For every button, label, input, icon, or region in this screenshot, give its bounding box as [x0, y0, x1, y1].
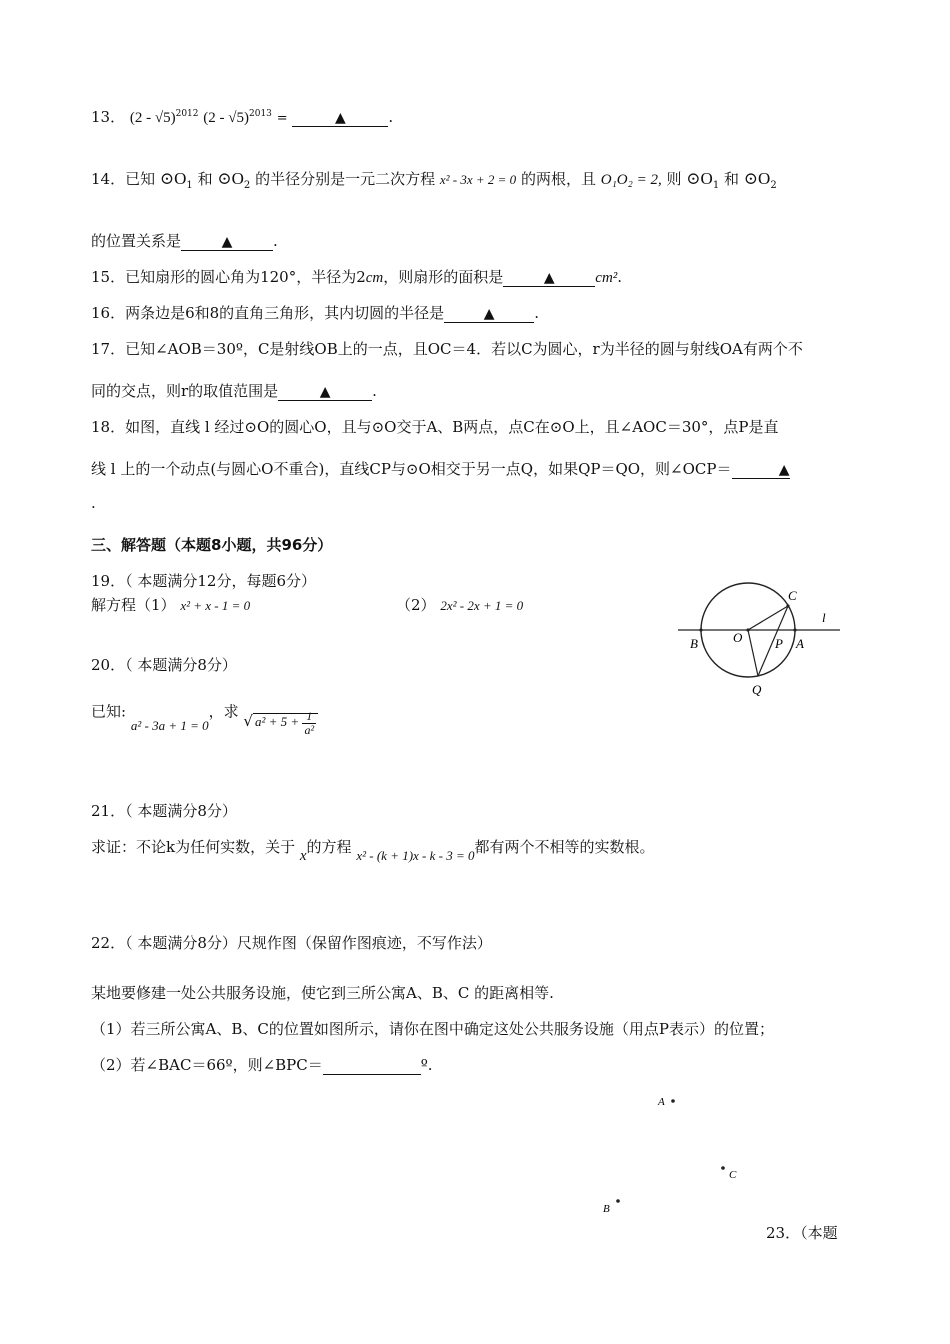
q14-distance: O₁O₂ = 2,: [600, 172, 662, 188]
q13-number: 13．: [91, 108, 126, 126]
q14-circle3: ⊙O: [686, 169, 713, 188]
q13-end: .: [388, 108, 394, 126]
q20-ask: ，求: [208, 702, 239, 721]
q14-circle4-sub: 2: [770, 180, 777, 191]
q14-line2-text: 的位置关系是: [91, 232, 182, 250]
q22-part2-text: （2）若∠BAC＝66º，则∠BPC＝: [91, 1056, 323, 1074]
question-15: [91, 266, 622, 287]
q21-text1: 求证：不论k为任何实数，关于: [91, 838, 296, 856]
q14-number: 14．: [91, 170, 126, 188]
segment-oq: [748, 630, 758, 676]
triangle-icon: ▲: [483, 306, 495, 322]
q16-end: .: [534, 304, 539, 322]
label-o: O: [733, 630, 743, 645]
q14-text5: 则: [666, 170, 682, 188]
q15-answer-blank: [503, 268, 595, 287]
q20-frac-denominator: a²: [304, 723, 315, 737]
point-b-dot: [616, 1199, 620, 1203]
question-14-line1: [91, 168, 777, 191]
question-19-equations: [91, 594, 250, 615]
question-13: [91, 106, 393, 127]
q14-text3: 的半径分别是一元二次方程: [255, 170, 436, 188]
question-16: [91, 302, 539, 323]
q14-text6: 和: [723, 170, 739, 188]
segment-oc: [748, 606, 788, 630]
question-19-header: 19．（ 本题满分12分，每题6分）: [91, 572, 316, 590]
question-18-line2: [91, 458, 790, 479]
label-c: C: [788, 588, 797, 603]
question-22-intro: 某地要修建一处公共服务设施，使它到三所公寓A、B、C 的距离相等.: [91, 984, 554, 1002]
q14-end: .: [273, 232, 278, 250]
q17-line2-text: 同的交点，则r的取值范围是: [91, 382, 279, 400]
question-20-body: [91, 700, 318, 737]
q14-circle2-sub: 2: [243, 180, 251, 191]
label-q: Q: [752, 682, 762, 697]
q14-circle1: ⊙O: [159, 169, 187, 188]
q14-equation: x² - 3x + 2 = 0: [439, 172, 517, 187]
q16-text: 16．两条边是6和8的直角三角形，其内切圆的半径是: [91, 304, 445, 322]
q14-circle2: ⊙O: [217, 169, 244, 188]
question-14-line2: [91, 230, 278, 251]
q15-unit1: cm: [365, 270, 384, 286]
q20-expression: √ a² + 5 + $\frac{1}{\text{a²}}$: [243, 712, 318, 730]
q16-answer-blank: [444, 304, 534, 323]
segment-cq: [758, 606, 788, 676]
q13-exp2: 2013: [249, 109, 272, 119]
label-l: l: [822, 610, 826, 625]
q17-end: .: [372, 382, 377, 400]
q21-text3: 都有两个不相等的实数根。: [474, 838, 655, 856]
question-22-part2: [91, 1054, 433, 1075]
q20-radicand-terms: a² + 5 +: [254, 714, 300, 730]
q13-base1: (2 - √5): [129, 110, 176, 126]
q19-label1: 解方程（1）: [91, 596, 176, 614]
q20-given: 已知:: [91, 702, 127, 721]
q19-label2: （2）: [396, 596, 436, 614]
q19-equation1: x² + x - 1 = 0: [180, 598, 251, 613]
q21-variable: x: [299, 848, 307, 864]
question-18-line1: 18．如图，直线 l 经过⊙O的圆心O，且与⊙O交于A、B两点，点C在⊙O上，且∠AOC＝30°，点P是直: [91, 418, 779, 436]
q14-text2: 和: [197, 170, 213, 188]
question-21-header: 21．（ 本题满分8分）: [91, 802, 237, 820]
q15-text: 15．已知扇形的圆心角为120°，半径为2: [91, 268, 366, 286]
q15-end: .: [617, 268, 623, 286]
apartment-a-label: A: [658, 1096, 665, 1108]
q13-exp1: 2012: [175, 109, 199, 119]
q14-circle4: ⊙O: [743, 169, 771, 188]
q22-part2-end: º.: [420, 1056, 433, 1074]
point-o-dot: [746, 628, 749, 631]
label-b: B: [690, 636, 698, 651]
apartment-b-label: B: [603, 1203, 610, 1215]
question-17-line2: [91, 380, 377, 401]
q14-circle3-sub: 1: [712, 180, 720, 191]
q14-text1: 已知: [125, 170, 156, 188]
question-21-body: [91, 836, 655, 864]
q20-radicand: [253, 709, 318, 737]
question-22-part1: （1）若三所公寓A、B、C的位置如图所示，请你在图中确定这处公共服务设施（用点P表示）的位置；: [91, 1020, 774, 1038]
section-3-heading: 三、解答题（本题8小题，共96分）: [91, 536, 333, 554]
q19-equation2: 2x² - 2x + 1 = 0: [440, 598, 524, 613]
q13-answer-blank: [292, 108, 388, 127]
q15-text2: ，则扇形的面积是: [383, 268, 504, 286]
q20-fraction: [302, 710, 316, 737]
q15-unit2: cm²: [595, 270, 618, 286]
q18-answer-blank: [732, 460, 790, 479]
point-c-dot: [786, 604, 789, 607]
question-17-line1: 17．已知∠AOB＝30º，C是射线OB上的一点，且OC＝4．若以C为圆心，r为半径的圆与射线OA有两个不: [91, 340, 803, 358]
apartment-c-label: C: [729, 1169, 737, 1181]
q13-base2: (2 - √5): [203, 110, 249, 126]
triangle-icon: ▲: [334, 110, 346, 126]
q14-text4: 的两根，且: [520, 170, 596, 188]
point-a-dot: [671, 1099, 675, 1103]
q18-end: .: [91, 494, 96, 512]
q20-condition: a² - 3a + 1 = 0: [130, 718, 209, 734]
triangle-icon: ▲: [778, 462, 790, 478]
q20-frac-numerator: 1: [302, 710, 316, 724]
triangle-icon: ▲: [543, 270, 555, 286]
question-22-header: 22．（ 本题满分8分）尺规作图（保留作图痕迹，不写作法）: [91, 934, 492, 952]
point-b-dot: [699, 628, 702, 631]
circle-figure: [672, 578, 848, 700]
question-23-start: 23．（本题: [766, 1224, 838, 1242]
q18-line2-text: 线 l 上的一个动点(与圆心O不重合)，直线CP与⊙O相交于另一点Q，如果QP＝QO，则∠OCP＝: [91, 460, 732, 478]
label-a: A: [796, 636, 804, 651]
q17-answer-blank: [278, 382, 372, 401]
q22-answer-blank: [323, 1056, 421, 1075]
triangle-icon: ▲: [319, 384, 331, 400]
q21-equation: x² - (k + 1)x - k - 3 = 0: [356, 848, 475, 863]
apartments-figure: [598, 1090, 748, 1220]
q14-circle1-sub: 1: [186, 180, 193, 191]
q21-text2: 的方程: [306, 838, 352, 856]
question-19-part2: [396, 594, 523, 615]
point-c-dot: [721, 1166, 725, 1170]
q13-equals: =: [276, 111, 288, 126]
point-a-dot: [793, 628, 796, 631]
triangle-icon: ▲: [221, 234, 233, 250]
question-20-header: 20．（ 本题满分8分）: [91, 656, 237, 674]
label-p: P: [775, 636, 783, 651]
q14-answer-blank: [181, 232, 273, 251]
